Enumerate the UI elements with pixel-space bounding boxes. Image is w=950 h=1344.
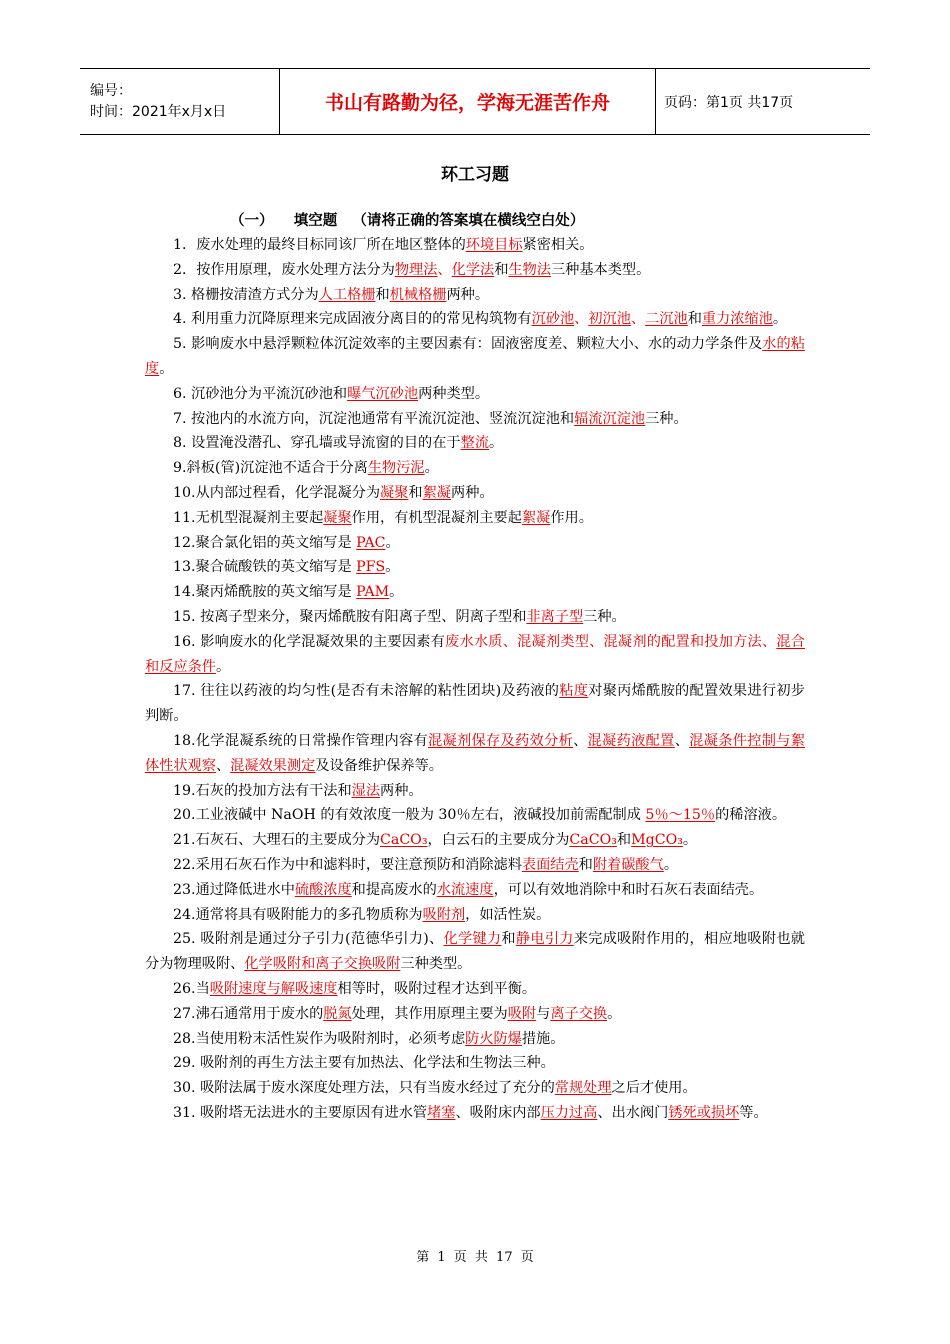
question-text: 15. 按离子型来分，聚丙烯酰胺有阳离子型、阴离子型和	[173, 608, 527, 625]
answer-blank: 常规处理	[554, 1080, 612, 1097]
motto-text: 书山有路勤为径，学海无涯苦作舟	[324, 92, 610, 114]
answer-text: 、	[589, 633, 604, 650]
question-text: 作用。	[550, 509, 593, 526]
question-text: 2．按作用原理，废水处理方法分为	[173, 261, 395, 278]
section-heading: （一） 填空题 （请将正确的答案填在横线空白处）	[230, 213, 585, 229]
question-text: 28.当使用粉末活性炭作为吸附剂时，必须考虑	[173, 1030, 466, 1047]
answer-blank: 吸附	[507, 1005, 537, 1022]
answer-blank: 初沉池	[588, 311, 631, 328]
answer-text: 废水水质	[445, 633, 503, 650]
question-text: 作用，有机型混凝剂主要起	[351, 509, 522, 526]
question-item	[145, 481, 805, 506]
question-item	[145, 828, 805, 853]
page-footer: 第 1 页 共 17 页	[416, 1250, 534, 1265]
question-text: 24.通常将具有吸附能力的多孔物质称为	[173, 906, 423, 923]
question-text: 。	[424, 460, 439, 477]
question-text: 。	[385, 559, 400, 576]
answer-text: 、	[437, 261, 452, 278]
question-text: 、出水阀门	[597, 1104, 669, 1121]
answer-blank: 曝气沉砂池	[347, 385, 419, 402]
question-text: 4. 利用重力沉降原理来完成固液分离目的的常见构筑物有	[173, 311, 532, 328]
question-item	[145, 1002, 805, 1027]
answer-blank: 粘度	[559, 683, 589, 700]
question-text: 19.石灰的投加方法有干法和	[173, 782, 352, 799]
question-text: 两种。	[446, 286, 490, 303]
answer-blank: 沉砂池	[531, 311, 575, 328]
answer-blank: 附着碳酸气	[592, 856, 664, 873]
question-item	[145, 878, 805, 903]
question-text: 。	[607, 1005, 622, 1022]
question-text: 、	[215, 757, 231, 774]
answer-blank: 压力过高	[540, 1104, 598, 1121]
question-text: 9.斜板(管)沉淀池不适合于分离	[173, 460, 368, 477]
document-number-label: 编号：	[90, 82, 132, 99]
question-text: 之后才使用。	[611, 1080, 697, 1097]
answer-blank: 混合和反应条件	[145, 633, 805, 675]
question-text: ，可以有效地消除中和时石灰石表面结壳。	[493, 881, 764, 898]
question-text: 22.采用石灰石作为中和滤料时，要注意预防和消除滤料	[173, 856, 522, 873]
question-text: 措施。	[521, 1030, 565, 1047]
question-text: 8. 设置淹没潜孔、穿孔墙或导流窗的目的在于	[173, 435, 461, 452]
answer-blank: 脱氮	[323, 1005, 352, 1022]
question-text: 3. 格栅按清渣方式分为	[173, 286, 319, 303]
question-item	[145, 977, 805, 1002]
answer-blank: 混凝剂保存及药效分析	[428, 732, 574, 749]
question-text: 两种。	[451, 484, 494, 501]
answer-text: 、	[630, 311, 646, 328]
question-text: 。	[389, 584, 404, 601]
question-text: 来完成吸附作用的，相应地吸附也就分为物理吸附、	[145, 931, 805, 973]
question-text: 三种类型。	[400, 956, 472, 973]
question-item	[145, 630, 805, 680]
answer-text: 、	[761, 633, 777, 650]
question-text: 和	[494, 261, 509, 278]
question-item	[145, 531, 805, 556]
question-text: 30. 吸附法属于废水深度处理方法，只有当废水经过了充分的	[173, 1080, 555, 1097]
question-item	[145, 605, 805, 630]
question-text: 。	[385, 534, 400, 551]
answer-blank: PAC	[356, 534, 386, 551]
answer-blank: 整流	[460, 435, 490, 452]
question-text: 14.聚丙烯酰胺的英文缩写是	[173, 584, 357, 601]
question-text: 和	[501, 931, 516, 948]
question-text: ，白云石的主要成分为	[427, 832, 570, 849]
answer-blank: 非离子型	[526, 608, 584, 625]
answer-blank: MgCO₃	[631, 832, 683, 849]
document-title: 环工习题	[441, 165, 509, 185]
answer-blank: 生物污泥	[367, 460, 425, 477]
answer-blank: 化学法	[451, 261, 495, 278]
answer-blank: 混凝效果测定	[230, 757, 316, 774]
answer-text: 混凝剂类型	[517, 633, 590, 650]
answer-blank: 吸附速度与解吸速度	[209, 980, 338, 997]
answer-blank: CaCO₃	[569, 832, 617, 849]
answer-blank: 水的粘度	[145, 336, 805, 377]
question-text: 6. 沉砂池分为平流沉砂池和	[173, 385, 348, 402]
question-text: 两种。	[380, 782, 423, 799]
question-text: 及设备维护保养等。	[315, 757, 443, 774]
question-text: 和提高废水的	[351, 881, 437, 898]
question-item	[145, 555, 805, 580]
question-item	[145, 779, 805, 804]
answer-blank: 吸附剂	[422, 906, 466, 923]
answer-blank: 混凝条件控制与絮体性状观察	[145, 732, 805, 774]
question-text: 三种。	[583, 608, 626, 625]
question-text: 和	[408, 484, 423, 501]
page-number-label: 页码：第1页 共17页	[664, 94, 794, 111]
question-text: 对聚丙烯酰胺的配置效果进行初步判断。	[145, 683, 805, 725]
question-text: 7. 按池内的水流方向，沉淀池通常有平流沉淀池、竖流沉淀池和	[173, 410, 575, 427]
answer-blank: 表面结壳	[521, 856, 579, 873]
question-text: 、	[674, 732, 690, 749]
answer-blank: 静电引力	[515, 931, 574, 948]
question-item	[145, 233, 805, 258]
question-text: 和	[616, 832, 632, 849]
question-list	[145, 233, 805, 1126]
question-item	[145, 729, 805, 779]
question-text: 18.化学混凝系统的日常操作管理内容有	[173, 732, 429, 749]
question-item	[145, 382, 805, 407]
header-motto	[280, 69, 656, 134]
question-item	[145, 1076, 805, 1101]
header-meta	[80, 69, 280, 134]
question-text: 29. 吸附剂的再生方法主要有加热法、化学法和生物法三种。	[173, 1055, 555, 1072]
answer-blank: 离子交换	[550, 1005, 608, 1022]
question-text: 16. 影响废水的化学混凝效果的主要因素有	[173, 633, 446, 650]
answer-blank: 堵塞	[427, 1104, 456, 1121]
document-date-label: 时间：2021年x月x日	[90, 103, 227, 120]
answer-blank: 机械格栅	[389, 286, 447, 303]
answer-blank: CaCO₃	[380, 832, 428, 849]
answer-blank: 物理法	[394, 261, 438, 278]
answer-blank: 人工格栅	[318, 286, 376, 303]
answer-blank: 环境目标	[465, 237, 523, 253]
question-item	[145, 853, 805, 878]
question-text: 紧密相关。	[522, 237, 594, 253]
answer-blank: 混凝药液配置	[587, 732, 675, 749]
question-text: 23.通过降低进水中	[173, 881, 295, 898]
question-item	[145, 332, 805, 382]
answer-text: 、	[502, 633, 518, 650]
answer-text: 、	[574, 311, 589, 328]
question-text: 和	[687, 311, 702, 328]
question-text: 10.从内部过程看，化学混凝分为	[173, 484, 381, 501]
question-item	[145, 1051, 805, 1076]
question-item	[145, 903, 805, 928]
header-page-info	[656, 69, 870, 134]
answer-blank: 絮凝	[422, 484, 451, 501]
question-item	[145, 431, 805, 456]
question-text: 与	[536, 1005, 551, 1022]
question-item	[145, 679, 805, 729]
question-item	[145, 506, 805, 531]
question-item	[145, 307, 805, 332]
question-text: 31. 吸附塔无法进水的主要原因有进水管	[173, 1104, 428, 1121]
answer-blank: 凝聚	[323, 509, 352, 526]
answer-blank: 锈死或损坏	[668, 1104, 740, 1121]
question-text: 、吸附床内部	[455, 1104, 541, 1121]
question-text: 13.聚合硫酸铁的英文缩写是	[173, 559, 357, 576]
question-text: 和	[375, 286, 390, 303]
question-text: 1．废水处理的最终目标同该厂所在地区整体的	[173, 237, 466, 253]
question-text: 两种类型。	[418, 385, 490, 402]
question-text: 三种基本类型。	[550, 261, 651, 278]
answer-blank: 化学键力	[443, 931, 502, 948]
answer-blank: 生物法	[508, 261, 551, 278]
answer-text: 混凝剂的配置和投加方法	[603, 633, 762, 650]
answer-blank: 絮凝	[521, 509, 551, 526]
question-text: 。	[682, 832, 698, 849]
answer-blank: 凝聚	[380, 484, 409, 501]
question-item	[145, 283, 805, 308]
question-item	[145, 803, 805, 828]
question-text: 20.工业液碱中 NaOH 的有效浓度一般为 30％左右，液碱投加前需配制成	[173, 807, 646, 824]
page-header	[80, 68, 870, 135]
question-text: 5. 影响废水中悬浮颗粒体沉淀效率的主要因素有：固液密度差、颗粒大小、水的动力学条件及	[173, 336, 763, 353]
question-text: 、	[573, 732, 588, 749]
answer-blank: 硫酸浓度	[294, 881, 352, 898]
question-text: 25. 吸附剂是通过分子引力(范德华引力)、	[173, 931, 444, 948]
answer-blank: 化学吸附和离子交换吸附	[244, 956, 401, 973]
answer-blank: 辐流沉淀池	[574, 410, 646, 427]
question-text: 三种。	[645, 410, 688, 427]
answer-blank: PFS	[356, 559, 386, 576]
question-item	[145, 1027, 805, 1052]
question-text: 。	[159, 360, 174, 377]
answer-blank: PAM	[356, 584, 390, 601]
answer-blank: 5％～15％	[645, 807, 716, 824]
answer-blank: 水流速度	[436, 881, 494, 898]
question-text: ，如活性炭。	[465, 906, 551, 923]
question-item	[145, 456, 805, 481]
question-item	[145, 927, 805, 977]
question-text: 11.无机型混凝剂主要起	[173, 509, 324, 526]
question-text: 。	[772, 311, 788, 328]
question-item	[145, 407, 805, 432]
question-text: 相等时，吸附过程才达到平衡。	[337, 980, 537, 997]
answer-blank: 重力浓缩池	[701, 311, 773, 328]
answer-blank: 湿法	[351, 782, 381, 799]
question-item	[145, 258, 805, 283]
question-text: 等。	[739, 1104, 768, 1121]
question-text: 27.沸石通常用于废水的	[173, 1005, 324, 1022]
question-text: 17. 往往以药液的均匀性(是否有未溶解的粘性团块)及药液的	[173, 683, 560, 700]
question-item	[145, 1101, 805, 1126]
question-text: 26.当	[173, 980, 210, 997]
question-text: 。	[215, 658, 231, 675]
answer-blank: 二沉池	[645, 311, 688, 328]
answer-blank: 防火防爆	[465, 1030, 522, 1047]
question-text: 21.石灰石、大理石的主要成分为	[173, 832, 381, 849]
question-text: 。	[663, 856, 679, 873]
question-text: 。	[489, 435, 504, 452]
question-text: 12.聚合氯化铝的英文缩写是	[173, 534, 357, 551]
question-text: 处理，其作用原理主要为	[351, 1005, 508, 1022]
question-text: 和	[578, 856, 593, 873]
question-item	[145, 580, 805, 605]
question-text: 的稀溶液。	[715, 807, 787, 824]
